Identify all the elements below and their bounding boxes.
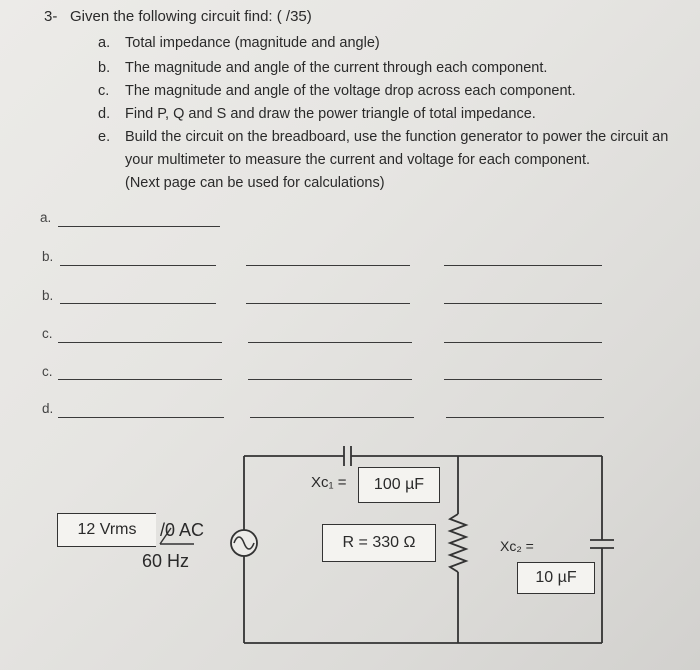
source-frequency: 60 Hz — [142, 551, 190, 571]
item-c-text: The magnitude and angle of the voltage drop across each component. — [125, 83, 576, 99]
answer-label-c2: c. — [42, 364, 53, 379]
answer-label-c1: c. — [42, 326, 53, 341]
item-e-label: e. — [98, 129, 111, 145]
xc1-label: Xc₁ = — [311, 474, 347, 491]
answer-label-a: a. — [40, 210, 52, 225]
resistor-value: R = 330 Ω — [342, 534, 416, 551]
item-c-label: c. — [98, 83, 110, 99]
item-e-line3: (Next page can be used for calculations) — [125, 175, 385, 191]
resistor-value-box — [322, 524, 436, 562]
c1-value: 100 µF — [373, 476, 425, 493]
answer-label-b1: b. — [42, 249, 54, 264]
source-angle: /0 AC — [160, 520, 205, 540]
item-e-text: Build the circuit on the breadboard, use the function generator to power the circuit an — [125, 129, 669, 145]
item-b-label: b. — [98, 60, 111, 76]
item-d-text: Find P, Q and S and draw the power triangle of total impedance. — [125, 106, 536, 122]
item-d-label: d. — [98, 106, 111, 122]
answer-label-d: d. — [42, 401, 54, 416]
xc2-label: Xc₂ = — [500, 538, 534, 554]
c1-value-box — [358, 467, 440, 503]
ac-source-symbol — [231, 530, 257, 556]
c2-value-box — [517, 562, 595, 594]
answer-label-b2: b. — [42, 288, 54, 303]
capacitor-c2-symbol — [590, 540, 614, 556]
c2-value: 10 µF — [535, 569, 577, 586]
source-voltage: 12 Vrms — [77, 521, 137, 538]
item-b-text: The magnitude and angle of the current through each component. — [125, 60, 548, 76]
item-a-text: Total impedance (magnitude and angle) — [125, 35, 380, 51]
item-e-line2: your multimeter to measure the current and voltage for each component. — [125, 152, 591, 168]
resistor-symbol — [450, 514, 466, 572]
item-a-label: a. — [98, 35, 111, 51]
question-number: 3- — [44, 8, 58, 25]
capacitor-c1-symbol — [344, 446, 351, 466]
question-title: Given the following circuit find: ( /35) — [70, 8, 312, 25]
source-voltage-box — [57, 513, 156, 547]
